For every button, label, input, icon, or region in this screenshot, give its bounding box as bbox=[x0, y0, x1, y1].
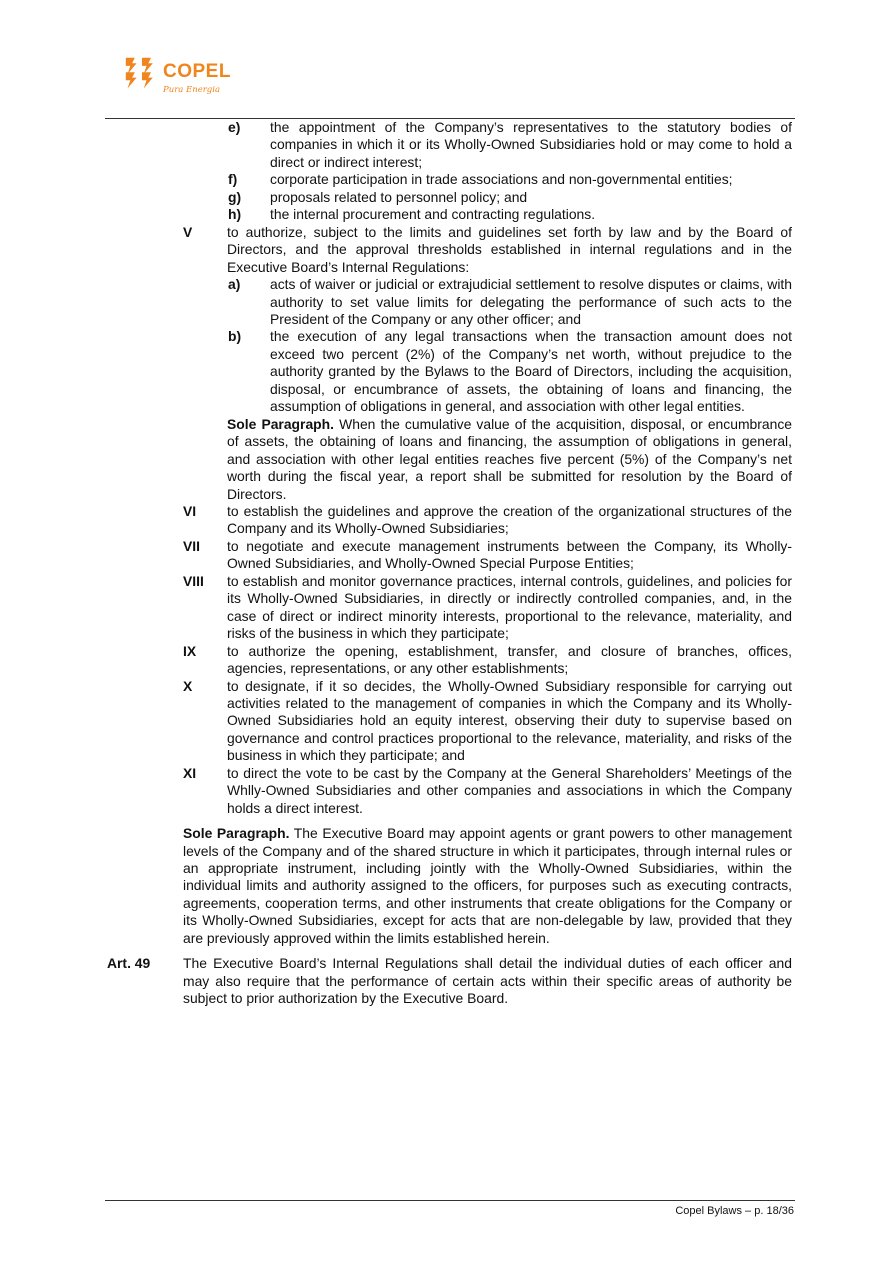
logo-tagline: Pura Energia bbox=[163, 85, 221, 95]
list-item bbox=[0, 643, 890, 678]
article-label: Art. 49 bbox=[107, 955, 151, 972]
list-item bbox=[0, 573, 890, 643]
list-item bbox=[0, 765, 890, 817]
item-text: the internal procurement and contracting regulations. bbox=[270, 206, 596, 223]
list-item bbox=[0, 328, 890, 415]
item-label: e) bbox=[228, 119, 241, 135]
item-label: f) bbox=[228, 171, 238, 188]
list-item bbox=[0, 503, 890, 538]
list-item bbox=[0, 206, 890, 223]
item-label: V bbox=[183, 223, 193, 240]
article-text: The Executive Board’s Internal Regulations shall detail the individual duties of each officer and may also require that the performance of certain acts within their specific areas of authority be subject to prior authorization by the Executive Board. bbox=[183, 955, 792, 1007]
copel-logo-icon bbox=[122, 56, 162, 92]
item-text: the execution of any legal transactions when the transaction amount does not exceed two percent (2%) of the Company’s net worth, without prejudice to the authority granted by the Bylaws to the Board of Directors, including the acquisition, disposal, or encumbrance of assets, the obtaining of loans and financing, the assumption of obligations in general, and association with other legal entities. bbox=[270, 328, 792, 415]
item-text: to negotiate and execute management instruments between the Company, its Wholly-Owned Subsidiaries, and Wholly-Owned Special Purpose Entities; bbox=[227, 537, 792, 572]
list-item bbox=[0, 119, 890, 171]
logo-wordmark: COPEL bbox=[163, 61, 231, 82]
item-label: XI bbox=[183, 764, 197, 781]
item-text: acts of waiver or judicial or extrajudicial settlement to resolve disputes or claims, with authority to set value limits for delegating the performance of such acts to the President of the Company or any other officer; and bbox=[270, 276, 792, 327]
list-item bbox=[0, 678, 890, 765]
page-footer: Copel Bylaws – p. 18/36 bbox=[675, 1205, 794, 1217]
list-item bbox=[0, 538, 890, 573]
list-item bbox=[0, 224, 890, 276]
list-item bbox=[0, 171, 890, 188]
item-label: VI bbox=[183, 502, 197, 519]
document-body bbox=[0, 119, 890, 1008]
item-label: VIII bbox=[183, 572, 204, 589]
item-text: the appointment of the Company’s representatives to the statutory bodies of companies in which it or its Wholly-Owned Subsidiaries hold or may come to hold a direct or indirect interest; bbox=[270, 119, 792, 170]
article bbox=[0, 955, 890, 1007]
item-label: X bbox=[183, 677, 193, 694]
item-text: to authorize, subject to the limits and guidelines set forth by law and by the Board of Directors, and the approval thresholds established in internal regulations and in the Executive Board’s Internal Regulations: bbox=[227, 223, 792, 275]
item-text: to establish and monitor governance practices, internal controls, guidelines, and policies for its Wholly-Owned Subsidiaries, in directly or indirectly controlled companies, and, in the case of direct or indirect minority interests, proportional to the relevance, materiality, and risks of the business in which they participate; bbox=[227, 572, 792, 642]
sole-paragraph bbox=[183, 825, 792, 947]
list-item bbox=[0, 276, 890, 328]
list-item bbox=[0, 189, 890, 206]
item-text: to direct the vote to be cast by the Company at the General Shareholders’ Meetings of the Whlly-Owned Subsidiaries and other companies and associations in which the Company holds a direct interest. bbox=[227, 764, 792, 816]
item-label: a) bbox=[228, 276, 241, 293]
item-text: corporate participation in trade associations and non-governmental entities; bbox=[270, 171, 733, 188]
item-label: g) bbox=[228, 188, 242, 205]
sole-paragraph-label: Sole Paragraph. bbox=[183, 825, 290, 842]
footer-divider bbox=[105, 1200, 795, 1201]
item-label: h) bbox=[228, 206, 242, 223]
item-text: proposals related to personnel policy; and bbox=[270, 188, 528, 205]
sole-paragraph-label: Sole Paragraph. bbox=[227, 415, 335, 432]
item-label: VII bbox=[183, 537, 200, 554]
sole-paragraph-text: The Executive Board may appoint agents or grant powers to other management levels of the Company and of the shared structure in which it participates, through internal rules or an appropriate instrument, including jointly with the Wholly-Owned Subsidiaries, within the individual limits and authority assigned to the officers, for purposes such as executing contracts, agreements, cooperation terms, and other instruments that create obligations for the Company or its Wholly-Owned Subsidiaries, except for acts that are non-delegable by law, provided that they are previously approved within the limits established herein. bbox=[183, 825, 792, 946]
item-text: to establish the guidelines and approve the creation of the organizational structures of the Company and its Wholly-Owned Subsidiaries; bbox=[227, 502, 792, 537]
sole-paragraph-text: When the cumulative value of the acquisition, disposal, or encumbrance of assets, the obtaining of loans and financing, the assumption of obligations in general, and association with other legal entities reaches five percent (5%) of the Company’s net worth during the fiscal year, a report shall be submitted for resolution by the Board of Directors. bbox=[227, 415, 792, 502]
item-label: IX bbox=[183, 642, 197, 659]
item-text: to designate, if it so decides, the Wholly-Owned Subsidiary responsible for carrying out activities related to the management of companies in which the Company and its Wholly-Owned Subsidiaries hold an equity interest, observing their duty to supervise based on governance and control practices proportional to the relevance, materiality, and risks of the business in which they participate; and bbox=[227, 677, 792, 764]
sole-paragraph bbox=[227, 416, 792, 503]
item-text: to authorize the opening, establishment, transfer, and closure of branches, offices, agencies, representations, or any other establishments; bbox=[227, 642, 792, 677]
item-label: b) bbox=[228, 328, 242, 345]
